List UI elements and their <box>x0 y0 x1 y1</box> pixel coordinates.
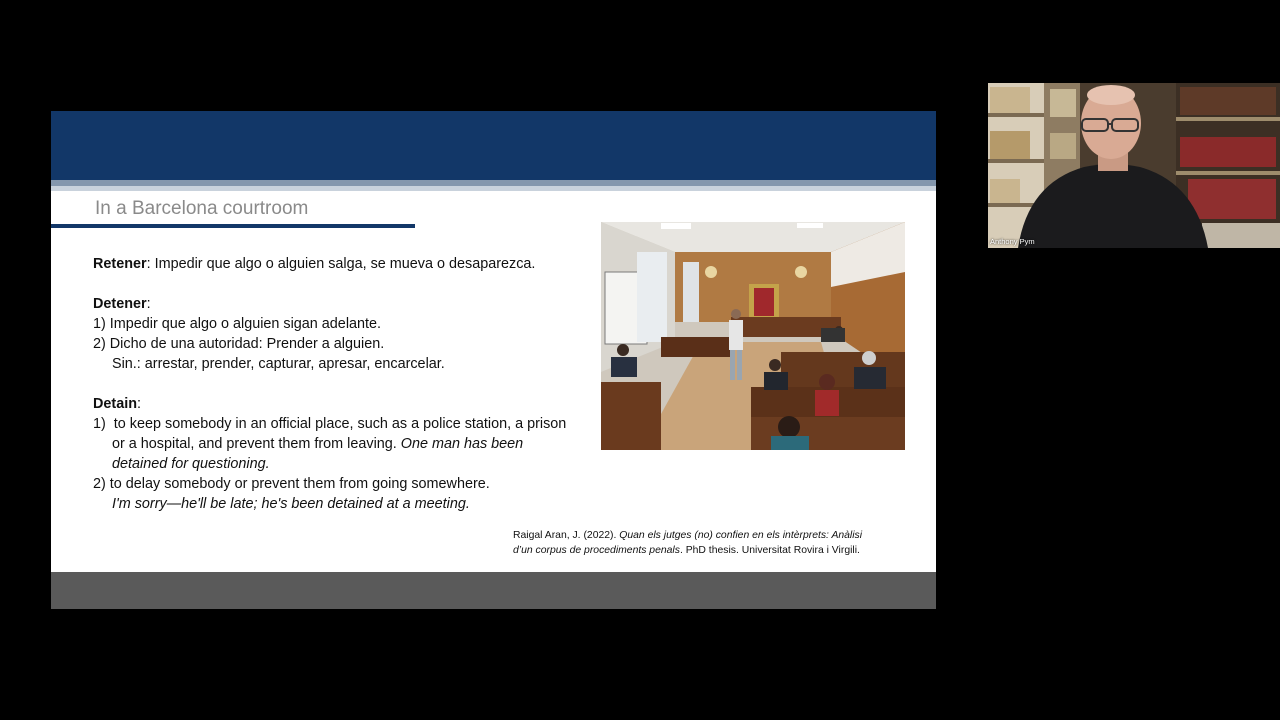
detain-sense-1-line-2 <box>93 434 613 454</box>
retener-entry <box>93 254 613 274</box>
retener-definition: : Impedir que algo o alguien salga, se mueva o desaparezca. <box>146 256 536 272</box>
speaker-video-tile[interactable] <box>988 83 1280 248</box>
detain-heading <box>93 394 613 414</box>
detain-sense-2-example: I'm sorry—he'll be late; he's been detained at a meeting. <box>112 496 470 512</box>
title-underline <box>51 224 415 228</box>
detener-sense-2: 2) Dicho de una autoridad: Prender a alguien. <box>93 336 385 352</box>
slide-title: In a Barcelona courtroom <box>95 198 309 219</box>
citation-title-cont: d’un corpus de procediments penals <box>513 545 680 556</box>
citation-author: Raigal Aran, J. (2022). <box>513 530 620 541</box>
detener-synonyms: Sin.: arrestar, prender, capturar, apresar, encarcelar. <box>112 356 445 372</box>
citation-line-1 <box>513 528 913 543</box>
citation-line-2 <box>513 543 913 558</box>
detener-heading <box>93 294 613 314</box>
citation-title: Quan els jutges (no) confien en els intèrprets: Anàlisi <box>619 530 863 541</box>
detain-sense-2-number: 2) <box>93 476 106 492</box>
detain-sense-1-number: 1) <box>93 416 106 432</box>
courtroom-photo <box>601 222 905 450</box>
retener-term: Retener <box>93 256 147 272</box>
citation <box>513 528 913 558</box>
citation-source: . PhD thesis. Universitat Rovira i Virgili. <box>679 545 860 556</box>
detener-term: Detener <box>93 296 147 312</box>
detain-sense-1-example: One man has been <box>400 436 524 452</box>
detain-sense-1-definition-cont: or a hospital, and prevent them from leaving. <box>112 436 401 452</box>
slide-body-text <box>93 254 613 514</box>
slide-footer-bar <box>51 572 936 609</box>
detain-sense-1-definition: to keep somebody in an official place, such as a police station, a prison <box>113 416 567 432</box>
detener-sense-1: 1) Impedir que algo o alguien sigan adelante. <box>93 316 382 332</box>
detain-sense-2-definition: to delay somebody or prevent them from going somewhere. <box>109 476 490 492</box>
slide-header-bar <box>51 111 936 180</box>
presentation-slide <box>51 111 936 609</box>
detener-colon: : <box>146 296 151 312</box>
detain-sense-1 <box>93 414 613 434</box>
header-stripe-light <box>51 186 936 191</box>
detain-sense-1-example-cont: detained for questioning. <box>112 456 270 472</box>
detain-term: Detain <box>93 396 137 412</box>
detain-sense-2 <box>93 474 613 494</box>
speaker-name-label: Anthony Pym <box>990 237 1035 246</box>
detain-colon: : <box>136 396 141 412</box>
